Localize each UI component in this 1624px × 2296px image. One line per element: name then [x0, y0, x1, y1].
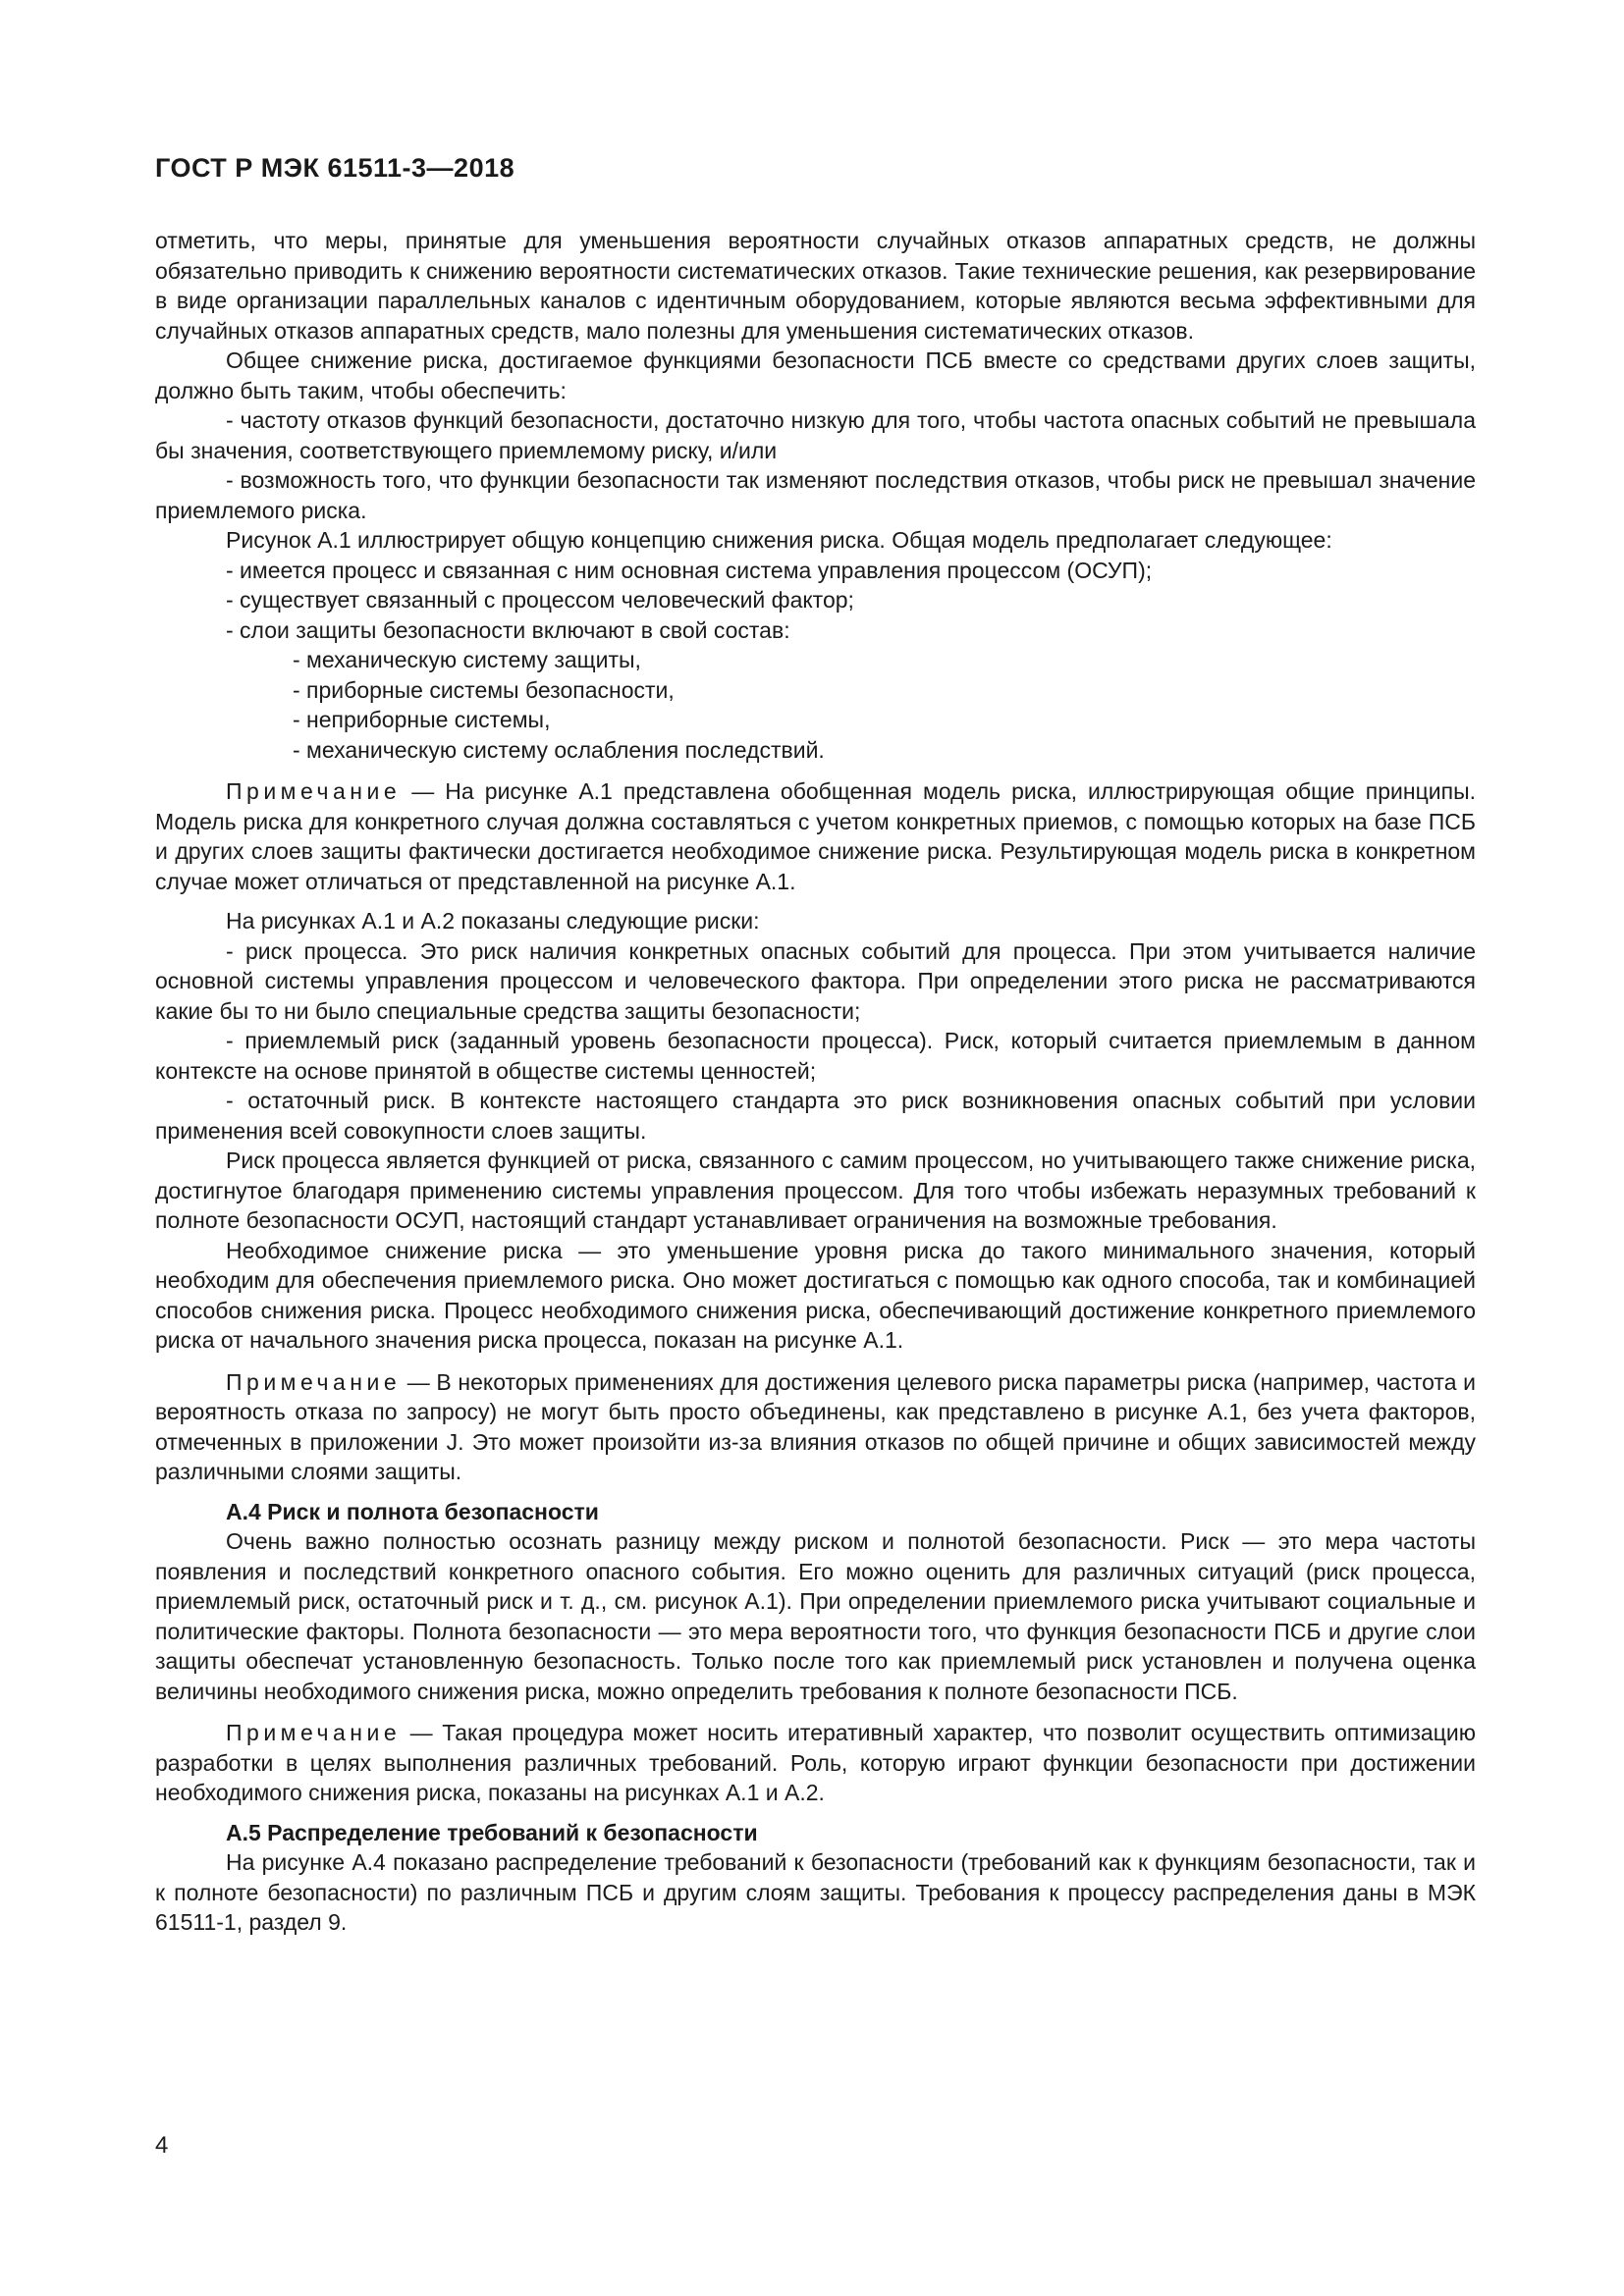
paragraph: Рисунок А.1 иллюстрирует общую концепцию снижения риска. Общая модель предполагает следующее: — [226, 527, 1332, 553]
note — [155, 776, 1476, 896]
paragraph: отметить, что меры, принятые для уменьшения вероятности случайных отказов аппаратных средств, не должны обязательно приводить к снижению вероятности систематических отказов. Такие технические решения, как резервирование в виде организации параллельных каналов с идентичным оборудованием, которые являются весьма эффективными для случайных отказов аппаратных средств, мало полезны для уменьшения систематических отказов. — [155, 228, 1476, 344]
note — [155, 1367, 1476, 1487]
paragraph: На рисунках А.1 и А.2 показаны следующие риски: — [226, 908, 760, 934]
note-label: Примечание — [226, 1720, 402, 1745]
note-label: Примечание — [226, 778, 402, 804]
section-heading: А.4 Риск и полнота безопасности — [226, 1498, 599, 1524]
paragraph: Очень важно полностью осознать разницу между риском и полнотой безопасности. Риск — это мера частоты появления и последствий конкретного опасного события. Его можно оценить для различных ситуаций (риск процесса, приемлемый риск, остаточный риск и т. д., см. рисунок А.1). При определении приемлемого риска учитывают социальные и политические факторы. Полнота безопасности — это мера вероятности того, что функция безопасности ПСБ и другие слои защиты обеспечат установленную безопасность. Только после того как приемлемый риск установлен и получена оценка величины необходимого снижения риска, можно определить требования к полноте безопасности ПСБ. — [155, 1528, 1476, 1704]
note-label: Примечание — [226, 1368, 402, 1395]
list-item: - существует связанный с процессом человеческий фактор; — [226, 587, 854, 613]
list-item: - приемлемый риск (заданный уровень безопасности процесса). Риск, который считается приемлемым в данном контексте на основе принятой в обществе системы ценностей; — [155, 1028, 1476, 1084]
list-item: - возможность того, что функции безопасности так изменяют последствия отказов, чтобы риск не превышал значение приемлемого риска. — [155, 467, 1476, 523]
standard-header: ГОСТ Р МЭК 61511-3—2018 — [155, 153, 515, 183]
list-item: - слои защиты безопасности включают в свой состав: — [226, 616, 790, 643]
note-text: — Такая процедура может носить итеративный характер, что позволит осуществить оптимизацию разработки в целях выполнения различных требований. Роль, которую играют функции безопасности при достижении необходимого снижения риска, показаны на рисунках А.1 и А.2. — [155, 1720, 1476, 1805]
paragraph: Необходимое снижение риска — это уменьшение уровня риска до такого минимального значения, который необходим для обеспечения приемлемого риска. Оно может достигаться с помощью как одного способа, так и комбинацией способов снижения риска. Процесс необходимого снижения риска, обеспечивающий достижение конкретного приемлемого риска от начального значения риска процесса, показан на рисунке А.1. — [155, 1237, 1476, 1353]
sub-list-item: - неприборные системы, — [293, 707, 551, 732]
page-number: 4 — [155, 2132, 169, 2159]
note-text: — На рисунке А.1 представлена обобщенная модель риска, иллюстрирующая общие принципы. Модель риска для конкретного случая должна составляться с учетом конкретных приемов, с помощью которых на базе ПСБ и других слоев защиты фактически достигается необходимое снижение риска. Результирующая модель риска в конкретном случае может отличаться от представленной на рисунке А.1. — [155, 778, 1476, 894]
paragraph: Общее снижение риска, достигаемое функциями безопасности ПСБ вместе со средствами других слоев защиты, должно быть таким, чтобы обеспечить: — [155, 347, 1476, 403]
paragraph: Риск процесса является функцией от риска, связанного с самим процессом, но учитывающего также снижение риска, достигнутое благодаря применению системы управления процессом. Для того чтобы избежать неразумных требований к полноте безопасности ОСУП, настоящий стандарт устанавливает ограничения на возможные требования. — [155, 1148, 1476, 1233]
sub-list-item: - механическую систему защиты, — [293, 647, 641, 672]
sub-list-item: - приборные системы безопасности, — [293, 676, 675, 703]
list-item: - риск процесса. Это риск наличия конкретных опасных событий для процесса. При этом учитывается наличие основной системы управления процессом и человеческого фактора. При определении этого риска не рассматриваются какие бы то ни было специальные средства защиты безопасности; — [155, 937, 1476, 1024]
sub-list-item: - механическую систему ослабления последствий. — [293, 736, 825, 763]
list-item: - частоту отказов функций безопасности, достаточно низкую для того, чтобы частота опасных событий не превышала бы значения, соответствующего приемлемому риску, и/или — [155, 407, 1476, 463]
paragraph: На рисунке А.4 показано распределение требований к безопасности (требований как к функциям безопасности, так и к полноте безопасности) по различным ПСБ и другим слоям защиты. Требования к процессу распределения даны в МЭК 61511-1, раздел 9. — [155, 1849, 1476, 1935]
section-heading: А.5 Распределение требований к безопасности — [226, 1819, 758, 1845]
body-text — [155, 226, 1476, 1938]
list-item: - остаточный риск. В контексте настоящего стандарта это риск возникновения опасных событий при условии применения всей совокупности слоев защиты. — [155, 1088, 1476, 1144]
note-text: — В некоторых применениях для достижения целевого риска параметры риска (например, частота и вероятность отказа по запросу) не могут быть просто объединены, как представлено в рисунке А.1, без учета факторов, отмеченных в приложении J. Это может произойти из-за влияния отказов по общей причине и общих зависимостей между различными слоями защиты. — [155, 1368, 1476, 1484]
list-item: - имеется процесс и связанная с ним основная система управления процессом (ОСУП); — [226, 557, 1153, 583]
note — [155, 1718, 1476, 1808]
